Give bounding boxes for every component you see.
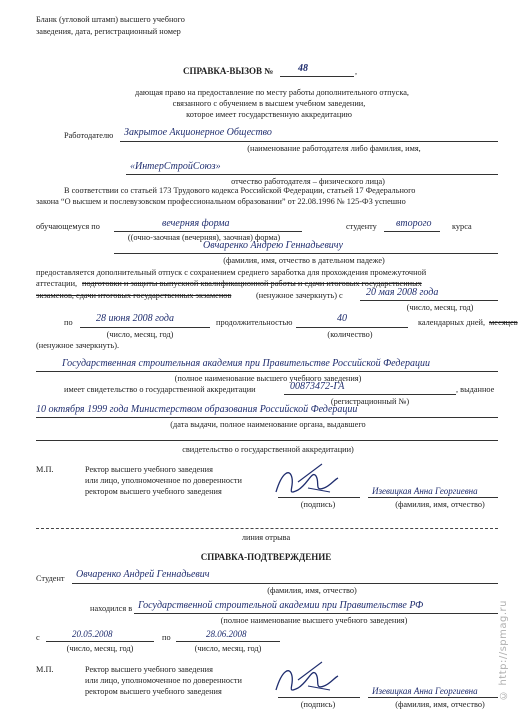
leave-line-2b-struck: подготовки и защиты выпускной квалификационной работы и сдачи итоговых государственных — [82, 279, 422, 288]
issued-underline — [36, 417, 498, 418]
rector-name-1: Изевицкая Анна Георгиевна — [372, 486, 478, 496]
rector-2-line-1: Ректор высшего учебного заведения — [85, 665, 213, 674]
strike-hint: (ненужное зачеркнуть). — [36, 341, 120, 350]
rector-name-2: Изевицкая Анна Георгиевна — [372, 686, 478, 696]
document-title: СПРАВКА-ВЫЗОВ № — [183, 66, 274, 76]
rector-2-line-2: или лицо, уполномоченное по доверенности — [85, 676, 242, 685]
leave-from-date: 20 мая 2008 года — [366, 287, 439, 298]
tear-line-label: линия отрыва — [241, 533, 291, 542]
student-name-underline — [114, 253, 498, 254]
academy-hint: (полное наименование высшего учебного заведения) — [174, 374, 362, 383]
located-label: находился в — [90, 604, 133, 613]
title-comma: , — [355, 67, 358, 76]
employer-underline-2 — [126, 174, 498, 175]
confirm-student-label: Студент — [36, 574, 65, 583]
stamp-line-2: заведения, дата, регистрационный номер — [36, 27, 181, 36]
issued-hint: (дата выдачи, полное наименование органа, выдавшего — [170, 420, 366, 429]
tear-line — [36, 528, 498, 529]
signature-2-hint: (подпись) — [300, 700, 336, 709]
cert-number: 00873472-ГА — [290, 381, 345, 392]
located-underline — [134, 613, 498, 614]
issued-hint-2: свидетельство о государственной аккредитации) — [182, 445, 354, 454]
signature-2-underline — [278, 697, 360, 698]
confirm-to-label: по — [162, 633, 171, 642]
leave-from-hint: (число, месяц, год) — [406, 303, 474, 312]
mp-2: М.П. — [36, 665, 54, 674]
employer-underline-1 — [120, 141, 498, 142]
certificate-number: 48 — [298, 63, 308, 74]
student-name-dative: Овчаренко Андрею Геннадьевичу — [203, 240, 343, 251]
course-underline — [384, 231, 440, 232]
rector-2-line-3: ректором высшего учебного заведения — [85, 687, 222, 696]
located-value: Государственной строительной академии при Правительстве РФ — [138, 600, 424, 611]
confirm-to-underline — [176, 641, 280, 642]
rector-name-2-hint: (фамилия, имя, отчество) — [395, 700, 485, 709]
cert-underline — [284, 394, 456, 395]
units-days: календарных дней, — [418, 318, 486, 327]
study-label: обучающемуся по — [36, 222, 100, 231]
located-hint: (полное наименование высшего учебного заведения) — [220, 616, 408, 625]
employer-hint-1: (наименование работодателя либо фамилия, имя, — [247, 144, 421, 153]
cert-tail: , выданное — [456, 385, 495, 394]
duration-underline — [296, 327, 408, 328]
confirm-student-name: Овчаренко Андрей Геннадьевич — [76, 569, 210, 580]
study-form: вечерняя форма — [162, 218, 230, 229]
watermark: © http://spmag.ru — [498, 600, 509, 701]
stamp-line-1: Бланк (угловой штамп) высшего учебного — [36, 15, 185, 24]
course-label: курса — [452, 222, 472, 231]
cert-issued: 10 октября 1999 года Министерством образования Российской Федерации — [36, 404, 358, 415]
employer-value-1: Закрытое Акционерное Общество — [124, 127, 272, 138]
confirm-student-hint: (фамилия, имя, отчество) — [267, 586, 357, 595]
cert-hint: (регистрационный №) — [330, 397, 410, 406]
intro-line-3: которое имеет государственную аккредитацию — [186, 110, 352, 119]
rector-signature-2 — [268, 660, 348, 702]
confirm-student-underline — [72, 583, 498, 584]
leave-to-date: 28 июня 2008 года — [96, 313, 174, 324]
study-form-hint: ((очно-заочная (вечерняя), заочная) форма) — [127, 233, 281, 242]
employer-hint-2: отчество работодателя – физического лица) — [231, 177, 385, 186]
rector-name-1-hint: (фамилия, имя, отчество) — [395, 500, 485, 509]
student-label: студенту — [346, 222, 377, 231]
law-line-2: закона “О высшем и послевузовском профессиональном образовании” от 22.08.1996 № 125-ФЗ успешно — [36, 197, 406, 206]
signature-1-underline — [278, 497, 360, 498]
issued-underline-2 — [36, 440, 498, 441]
leave-line-1: предоставляется дополнительный отпуск с сохранением среднего заработка для прохождения промежуточной — [36, 268, 427, 277]
employer-label: Работодателю — [64, 131, 114, 140]
confirm-to-date: 28.06.2008 — [206, 629, 247, 639]
rector-1-line-1: Ректор высшего учебного заведения — [85, 465, 213, 474]
confirmation-title: СПРАВКА-ПОДТВЕРЖДЕНИЕ — [200, 552, 332, 562]
leave-line-3a-struck: экзаменов, сдачи итоговых государственных экзаменов — [36, 291, 232, 300]
confirm-from-date: 20.05.2008 — [72, 629, 113, 639]
duration-hint: (количество) — [327, 330, 373, 339]
leave-line-2a: аттестации, — [36, 279, 78, 288]
academy-name: Государственная строительная академия при Правительстве Российской Федерации — [62, 358, 430, 369]
rector-1-line-2: или лицо, уполномоченное по доверенности — [85, 476, 242, 485]
rector-name-1-underline — [368, 497, 498, 498]
signature-1-hint: (подпись) — [300, 500, 336, 509]
intro-line-1: дающая право на предоставление по месту работы дополнительного отпуска, — [134, 88, 410, 97]
leave-from-underline — [360, 300, 498, 301]
number-underline — [280, 76, 354, 77]
leave-line-3b: (ненужное зачеркнуть) с — [256, 291, 343, 300]
mp-1: М.П. — [36, 465, 54, 474]
course-number: второго — [396, 218, 432, 229]
student-name-hint: (фамилия, имя, отчество в дательном падеже) — [223, 256, 385, 265]
employer-value-2: «ИнтерСтройСоюз» — [130, 161, 221, 172]
duration-label: продолжительностью — [216, 318, 293, 327]
study-form-underline — [114, 231, 302, 232]
rector-name-2-underline — [368, 697, 498, 698]
units-months-struck: месяцев — [489, 318, 518, 327]
leave-to-underline — [80, 327, 210, 328]
confirm-from-underline — [46, 641, 154, 642]
intro-line-2: связанного с обучением в высшем учебном заведении, — [172, 99, 366, 108]
confirm-from-label: с — [36, 633, 40, 642]
confirm-to-hint: (число, месяц, год) — [194, 644, 262, 653]
duration-value: 40 — [337, 313, 347, 324]
confirm-from-hint: (число, месяц, год) — [66, 644, 134, 653]
leave-to-hint: (число, месяц, год) — [106, 330, 174, 339]
academy-underline — [36, 371, 498, 372]
rector-1-line-3: ректором высшего учебного заведения — [85, 487, 222, 496]
law-line-1: В соответствии со статьей 173 Трудового кодекса Российской Федерации, статьей 17 Федерального — [64, 186, 416, 195]
leave-to-label: по — [64, 318, 73, 327]
cert-label: имеет свидетельство о государственной аккредитации — [64, 385, 256, 394]
